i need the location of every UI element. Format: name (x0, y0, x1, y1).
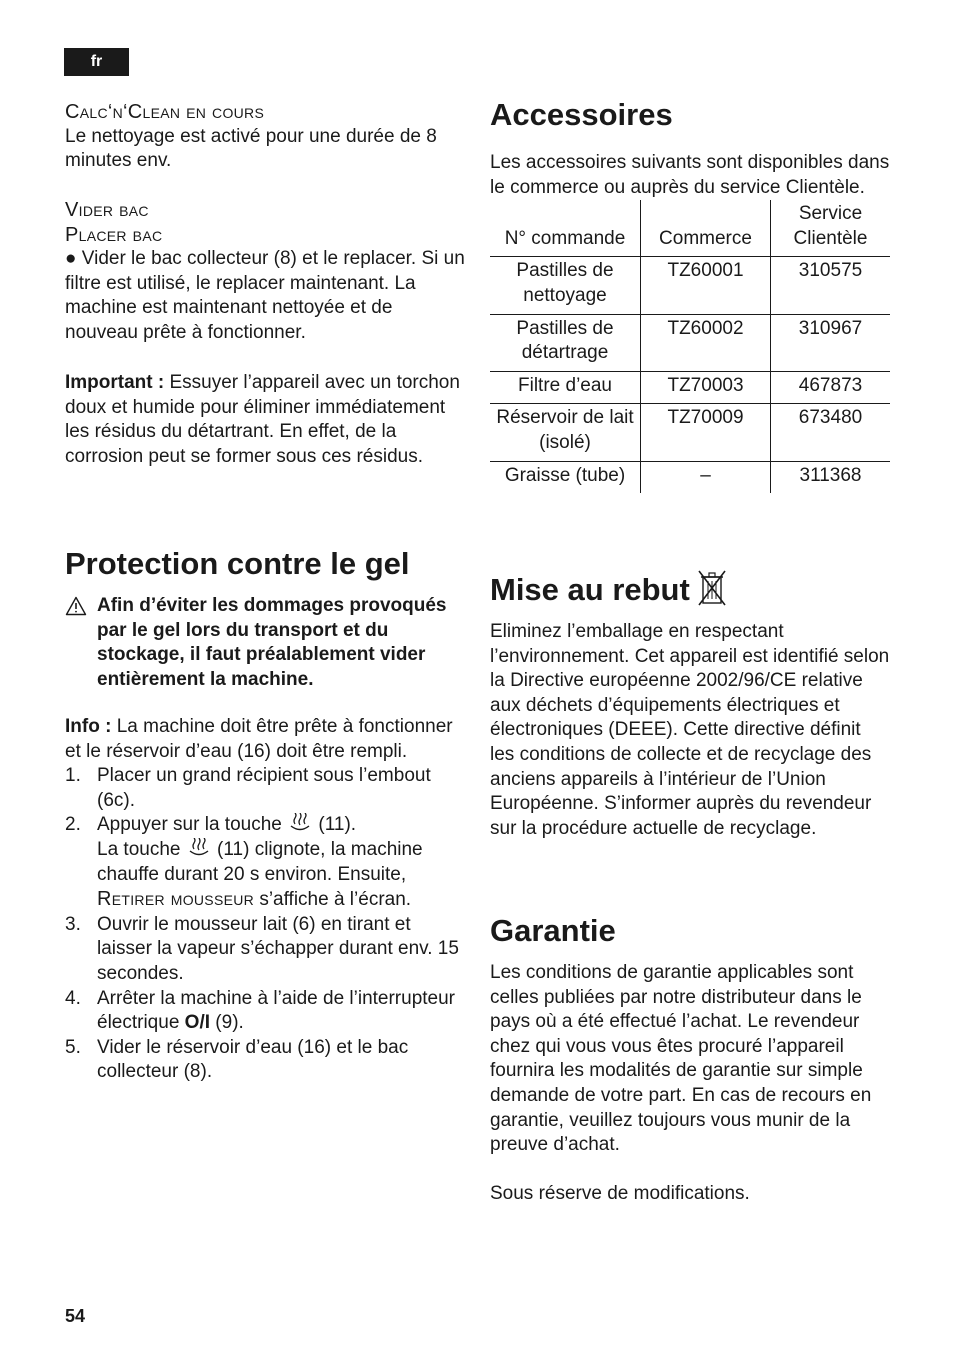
step-number: 5. (65, 1036, 81, 1058)
calc-heading: Calc‘n‘Clean en cours (65, 101, 265, 123)
accessoires-section (490, 97, 890, 493)
warning-triangle-icon (65, 594, 97, 692)
step-text: Ouvrir le mousseur lait (6) en tirant et laisser la vapeur s’échapper durant env. 15 secondes. (97, 913, 459, 984)
info-body: La machine doit être prête à fonctionner et le réservoir d’eau (16) doit être rempli. (65, 716, 453, 762)
table-cell: Pastilles de nettoyage (490, 257, 641, 314)
placer-heading: Placer bac (65, 223, 163, 246)
rebut-text: Eliminez l’emballage en respectant l’environnement. Cet appareil est identifié selon la Directive européenne 2002/96/CE relative aux déchets d’équipements électriques et électroniques (DEEE). Cette directive définit les conditions de collecte et de recyclage des anciens appareils à l’intérieur de l’Union Européenne. S’informer auprès du revendeur sur la procédure actuelle de recyclage. (490, 621, 890, 839)
accessoires-title: Accessoires (490, 97, 673, 132)
step-number: 1. (65, 765, 81, 787)
table-cell: 310967 (771, 314, 891, 371)
warning-block (65, 594, 475, 692)
step-text: Placer un grand récipient sous l’embout (6c). (97, 765, 431, 811)
info-section (65, 715, 465, 1085)
table-cell: Graisse (tube) (490, 461, 641, 493)
steam-icon (287, 813, 313, 833)
table-cell: Réservoir de lait (isolé) (490, 404, 641, 461)
important-text (65, 371, 465, 469)
table-header-row (490, 200, 890, 257)
table-cell: TZ70003 (641, 371, 771, 404)
info-label: Info : (65, 716, 112, 737)
step-item (65, 1036, 465, 1085)
step-text-part: (11) clignote, la machine chauffe durant 20 s environ. Ensuite, (97, 838, 423, 885)
step-number: 3. (65, 913, 81, 935)
steps-list (65, 764, 465, 1085)
step-text (97, 813, 465, 912)
table-cell: TZ60002 (641, 314, 771, 371)
table-cell: 467873 (771, 371, 891, 404)
step-text: Vider le réservoir d’eau (16) et le bac collecteur (8). (97, 1036, 409, 1083)
step-text-part: Arrêter la machine à l’aide de l’interrupteur électrique (97, 987, 456, 1034)
info-text (65, 715, 465, 764)
garantie-section (490, 913, 890, 1207)
onoff-symbol: O/I (184, 1012, 211, 1034)
important-section (65, 371, 465, 469)
table-row (490, 371, 890, 404)
rebut-title-text: Mise au rebut (490, 572, 690, 607)
reserve-text: Sous réserve de modifications. (490, 1183, 750, 1205)
garantie-title: Garantie (490, 913, 616, 948)
rebut-title (490, 568, 890, 608)
step-text-part: La touche (97, 838, 181, 860)
step-number: 2. (65, 814, 81, 836)
col-header: Commerce (641, 200, 771, 257)
step-item (65, 987, 465, 1036)
table-cell: TZ60001 (641, 257, 771, 314)
step-text-part: (9). (215, 1012, 244, 1034)
vider-body: Vider le bac collecteur (8) et le replacer. Si un filtre est utilisé, le replacer maintenant. La machine est maintenant nettoyée et de nouveau prête à fonctionner. (65, 248, 465, 343)
table-cell: 673480 (771, 404, 891, 461)
step-text-part: s’affiche à l’écran. (259, 889, 412, 911)
step-item (65, 764, 465, 813)
table-row (490, 257, 890, 314)
important-label: Important : (65, 372, 165, 393)
display-message: Retirer mousseur (97, 888, 255, 911)
rebut-section (490, 568, 890, 841)
table-row (490, 404, 890, 461)
steam-icon (186, 838, 212, 858)
step-text-part: Appuyer sur la touche (97, 814, 282, 836)
table-cell: 310575 (771, 257, 891, 314)
bullet: ● (65, 248, 77, 270)
warning-text: Afin d’éviter les dommages provoqués par le gel lors du transport et du stockage, il faut préalablement vider entièrement la machine. (97, 595, 447, 690)
accessories-table (490, 200, 890, 493)
col-header: Service Clientèle (771, 200, 891, 257)
table-cell: Filtre d’eau (490, 371, 641, 404)
crossed-bin-icon (696, 568, 728, 608)
table-cell: TZ70009 (641, 404, 771, 461)
accessoires-intro: Les accessoires suivants sont disponibles dans le commerce ou auprès du service Clientèle. (490, 152, 890, 198)
protection-section (65, 546, 475, 692)
table-row (490, 314, 890, 371)
calc-text: Le nettoyage est activé pour une durée de 8 minutes env. (65, 125, 437, 172)
vider-heading: Vider bac (65, 199, 149, 221)
table-row (490, 461, 890, 493)
table-cell: 311368 (771, 461, 891, 493)
step-number: 4. (65, 987, 81, 1009)
step-item (65, 813, 465, 912)
language-tab: fr (64, 48, 129, 76)
protection-title: Protection contre le gel (65, 546, 410, 581)
calc-section (65, 100, 465, 174)
table-cell: Pastilles de détartrage (490, 314, 641, 371)
vider-text (65, 247, 465, 345)
step-text (97, 987, 465, 1036)
step-text-part: (11). (318, 814, 357, 836)
garantie-text: Les conditions de garantie applicables sont celles publiées par notre distributeur dans le pays où a été effectué l’achat. Le revendeur chez qui vous vous êtes procuré l’appareil fournira les modalités de garantie sur simple demande de votre part. En cas de recours en garantie, veuillez toujours vous munir de la preuve d’achat. (490, 962, 872, 1156)
page-number: 54 (65, 1306, 86, 1326)
vider-section (65, 198, 465, 346)
col-header: N° commande (490, 200, 641, 257)
table-cell: – (641, 461, 771, 493)
important-body: Essuyer l’appareil avec un torchon doux et humide pour éliminer immédiatement les résidus du détartrant. En effet, de la corrosion peut se former sous ces résidus. (65, 372, 460, 467)
step-item (65, 913, 465, 987)
